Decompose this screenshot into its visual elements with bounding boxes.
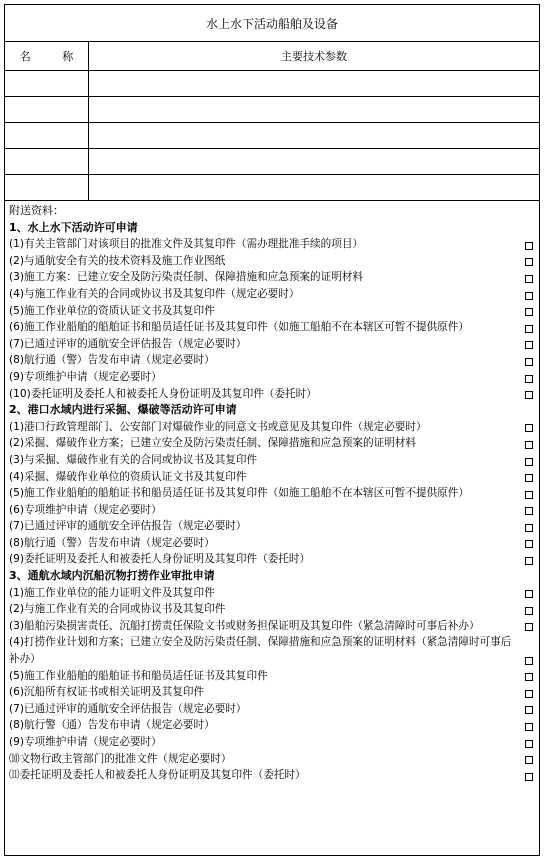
- table-header: [5, 42, 539, 71]
- attachments-section: [5, 201, 539, 784]
- name-cell[interactable]: [5, 175, 89, 200]
- checklist-item: [9, 767, 533, 784]
- checkbox[interactable]: [525, 391, 533, 399]
- checklist-item: [9, 319, 533, 336]
- checklist-item-label: ⑽文物行政主管部门的批准文件（规定必要时）: [9, 752, 232, 765]
- checklist-item: [9, 485, 533, 502]
- checklist-item-label: (6)专项维护申请（规定必要时）: [9, 503, 162, 516]
- checkbox[interactable]: [525, 441, 533, 449]
- checklist-item-label: (6)沉船所有权证书或相关证明及其复印件: [9, 686, 205, 699]
- checklist-item: [9, 352, 533, 369]
- name-cell[interactable]: [5, 149, 89, 174]
- checklist-item-label: (6)施工作业船舶的船舶证书和船员适任证书及其复印件（如施工船舶不在本辖区可暂不提供原件）: [9, 321, 469, 334]
- checkbox[interactable]: [525, 275, 533, 283]
- section-title: 3、通航水域内沉船沉物打捞作业审批申请: [9, 569, 215, 583]
- checklist-item-label: (2)与通航安全有关的技术资料及施工作业图纸: [9, 254, 226, 267]
- checklist-item: [9, 286, 533, 303]
- table-row: [5, 97, 539, 123]
- params-cell[interactable]: [89, 123, 539, 148]
- checklist-item: [9, 535, 533, 552]
- checkbox[interactable]: [525, 657, 533, 665]
- checkbox[interactable]: [525, 242, 533, 250]
- checklist-item-label: (4)采掘、爆破作业单位的资质认证文书及其复印件: [9, 470, 247, 483]
- checkbox[interactable]: [525, 308, 533, 316]
- checklist-item-label: (3)船舶污染损害责任、沉船打捞责任保险文书或财务担保证明及其复印件（紧急清障时可事后补办）: [9, 619, 480, 632]
- checkbox[interactable]: [525, 292, 533, 300]
- checkbox[interactable]: [525, 557, 533, 565]
- checkbox[interactable]: [525, 773, 533, 781]
- checklist-item-label: (9)委托证明及委托人和被委托人身份证明及其复印件（委托时）: [9, 553, 311, 566]
- checkbox[interactable]: [525, 507, 533, 515]
- checkbox[interactable]: [525, 458, 533, 466]
- checklist-item-label: (2)采掘、爆破作业方案；已建立安全及防污染责任制、保障措施和应急预案的证明材料: [9, 437, 416, 450]
- checklist-item: [9, 684, 533, 701]
- checklist-item: [9, 336, 533, 353]
- checklist-item: [9, 634, 533, 667]
- name-cell[interactable]: [5, 97, 89, 122]
- checkbox[interactable]: [525, 258, 533, 266]
- checkbox[interactable]: [525, 740, 533, 748]
- table-row: [5, 149, 539, 175]
- checklist-item-label: (8)航行通（警）告发布申请（规定必要时）: [9, 354, 215, 367]
- checkbox[interactable]: [525, 607, 533, 615]
- checklist-item-label: (5)施工作业船舶的船舶证书和船员适任证书及其复印件（如施工船舶不在本辖区可暂不提供原件）: [9, 487, 469, 500]
- table-row: [5, 71, 539, 97]
- checklist-item-label: (4)与施工作业有关的合同或协议书及其复印件（规定必要时）: [9, 287, 300, 300]
- checklist-item: [9, 734, 533, 751]
- checklist-item-label: (1)港口行政管理部门、公安部门对爆破作业的同意文书或意见及其复印件（规定必要时）: [9, 420, 427, 433]
- section-title: 1、水上水下活动许可申请: [9, 220, 138, 234]
- checklist-item: [9, 369, 533, 386]
- checklist-item: [9, 751, 533, 768]
- checklist-item: [9, 551, 533, 568]
- checklist-item-label: (7)已通过评审的通航安全评估报告（规定必要时）: [9, 702, 247, 715]
- checklist-item: [9, 668, 533, 685]
- checklist-item-label: (1)施工作业单位的能力证明文件及其复印件: [9, 586, 215, 599]
- checklist-item: [9, 469, 533, 486]
- checkbox[interactable]: [525, 491, 533, 499]
- checklist-item-label: (1)有关主管部门对该项目的批准文件及其复印件（需办理批准手续的项目）: [9, 238, 364, 251]
- params-cell[interactable]: [89, 149, 539, 174]
- checklist-item: [9, 419, 533, 436]
- checklist-item-label: (3)与采掘、爆破作业有关的合同或协议书及其复印件: [9, 453, 258, 466]
- checklist-item: [9, 601, 533, 618]
- checklist-item: [9, 435, 533, 452]
- checklist-item: [9, 253, 533, 270]
- params-cell[interactable]: [89, 97, 539, 122]
- checkbox[interactable]: [525, 474, 533, 482]
- checkbox[interactable]: [525, 756, 533, 764]
- checklist-item: [9, 452, 533, 469]
- checkbox[interactable]: [525, 690, 533, 698]
- checklist-item: [9, 518, 533, 535]
- checkbox[interactable]: [525, 706, 533, 714]
- attachments-label: 附送资料：: [9, 204, 64, 217]
- name-cell[interactable]: [5, 123, 89, 148]
- checklist-item: [9, 236, 533, 253]
- checkbox[interactable]: [525, 424, 533, 432]
- params-column-header: 主要技术参数: [281, 50, 347, 63]
- checklist-item: [9, 269, 533, 286]
- checkbox[interactable]: [525, 673, 533, 681]
- section-title: 2、港口水域内进行采掘、爆破等活动许可申请: [9, 403, 237, 417]
- table-row: [5, 123, 539, 149]
- checklist-item-label: (5)施工作业单位的资质认证文书及其复印件: [9, 304, 215, 317]
- checkbox[interactable]: [525, 524, 533, 532]
- checklist-item-label: (2)与施工作业有关的合同或协议书及其复印件: [9, 603, 226, 616]
- requirement-sections: [9, 220, 533, 784]
- application-form: [4, 4, 540, 856]
- checklist-item: [9, 618, 533, 635]
- checklist-item-label: (7)已通过评审的通航安全评估报告（规定必要时）: [9, 337, 247, 350]
- checklist-item-label: (7)已通过评审的通航安全评估报告（规定必要时）: [9, 520, 247, 533]
- checklist-item-label: ⑾委托证明及委托人和被委托人身份证明及其复印件（委托时）: [9, 769, 306, 782]
- name-cell[interactable]: [5, 71, 89, 96]
- params-cell[interactable]: [89, 175, 539, 200]
- checkbox[interactable]: [525, 358, 533, 366]
- checklist-item-label: (4)打捞作业计划和方案；已建立安全及防污染责任制、保障措施和应急预案的证明材料（紧急清障时可事后补办）: [9, 636, 512, 666]
- checklist-item: [9, 701, 533, 718]
- checklist-item-label: (9)专项维护申请（规定必要时）: [9, 736, 162, 748]
- checkbox[interactable]: [525, 590, 533, 598]
- checkbox[interactable]: [525, 623, 533, 631]
- checklist-item-label: (5)施工作业船舶的船舶证书和船员适任证书及其复印件: [9, 669, 268, 682]
- checklist-item-label: (8)航行通（警）告发布申请（规定必要时）: [9, 536, 215, 549]
- checklist-item-label: (3)施工方案：已建立安全及防污染责任制、保障措施和应急预案的证明材料: [9, 271, 364, 284]
- checkbox[interactable]: [525, 375, 533, 383]
- form-title: 水上水下活动船舶及设备: [5, 5, 539, 42]
- checkbox[interactable]: [525, 325, 533, 333]
- checklist-item: [9, 502, 533, 519]
- table-row: [5, 175, 539, 201]
- equipment-table-body: [5, 71, 539, 201]
- checklist-item: [9, 303, 533, 320]
- checklist-item-label: (8)航行警（通）告发布申请（规定必要时）: [9, 719, 215, 732]
- name-column-header: 名 称: [5, 42, 89, 70]
- checklist-item-label: (9)专项维护申请（规定必要时）: [9, 370, 162, 383]
- checklist-item: [9, 585, 533, 602]
- checkbox[interactable]: [525, 723, 533, 731]
- checklist-item: [9, 386, 533, 403]
- params-cell[interactable]: [89, 71, 539, 96]
- checkbox[interactable]: [525, 341, 533, 349]
- checkbox[interactable]: [525, 540, 533, 548]
- checklist-item: [9, 717, 533, 734]
- checklist-item-label: (10)委托证明及委托人和被委托人身份证明及其复印件（委托时）: [9, 387, 317, 400]
